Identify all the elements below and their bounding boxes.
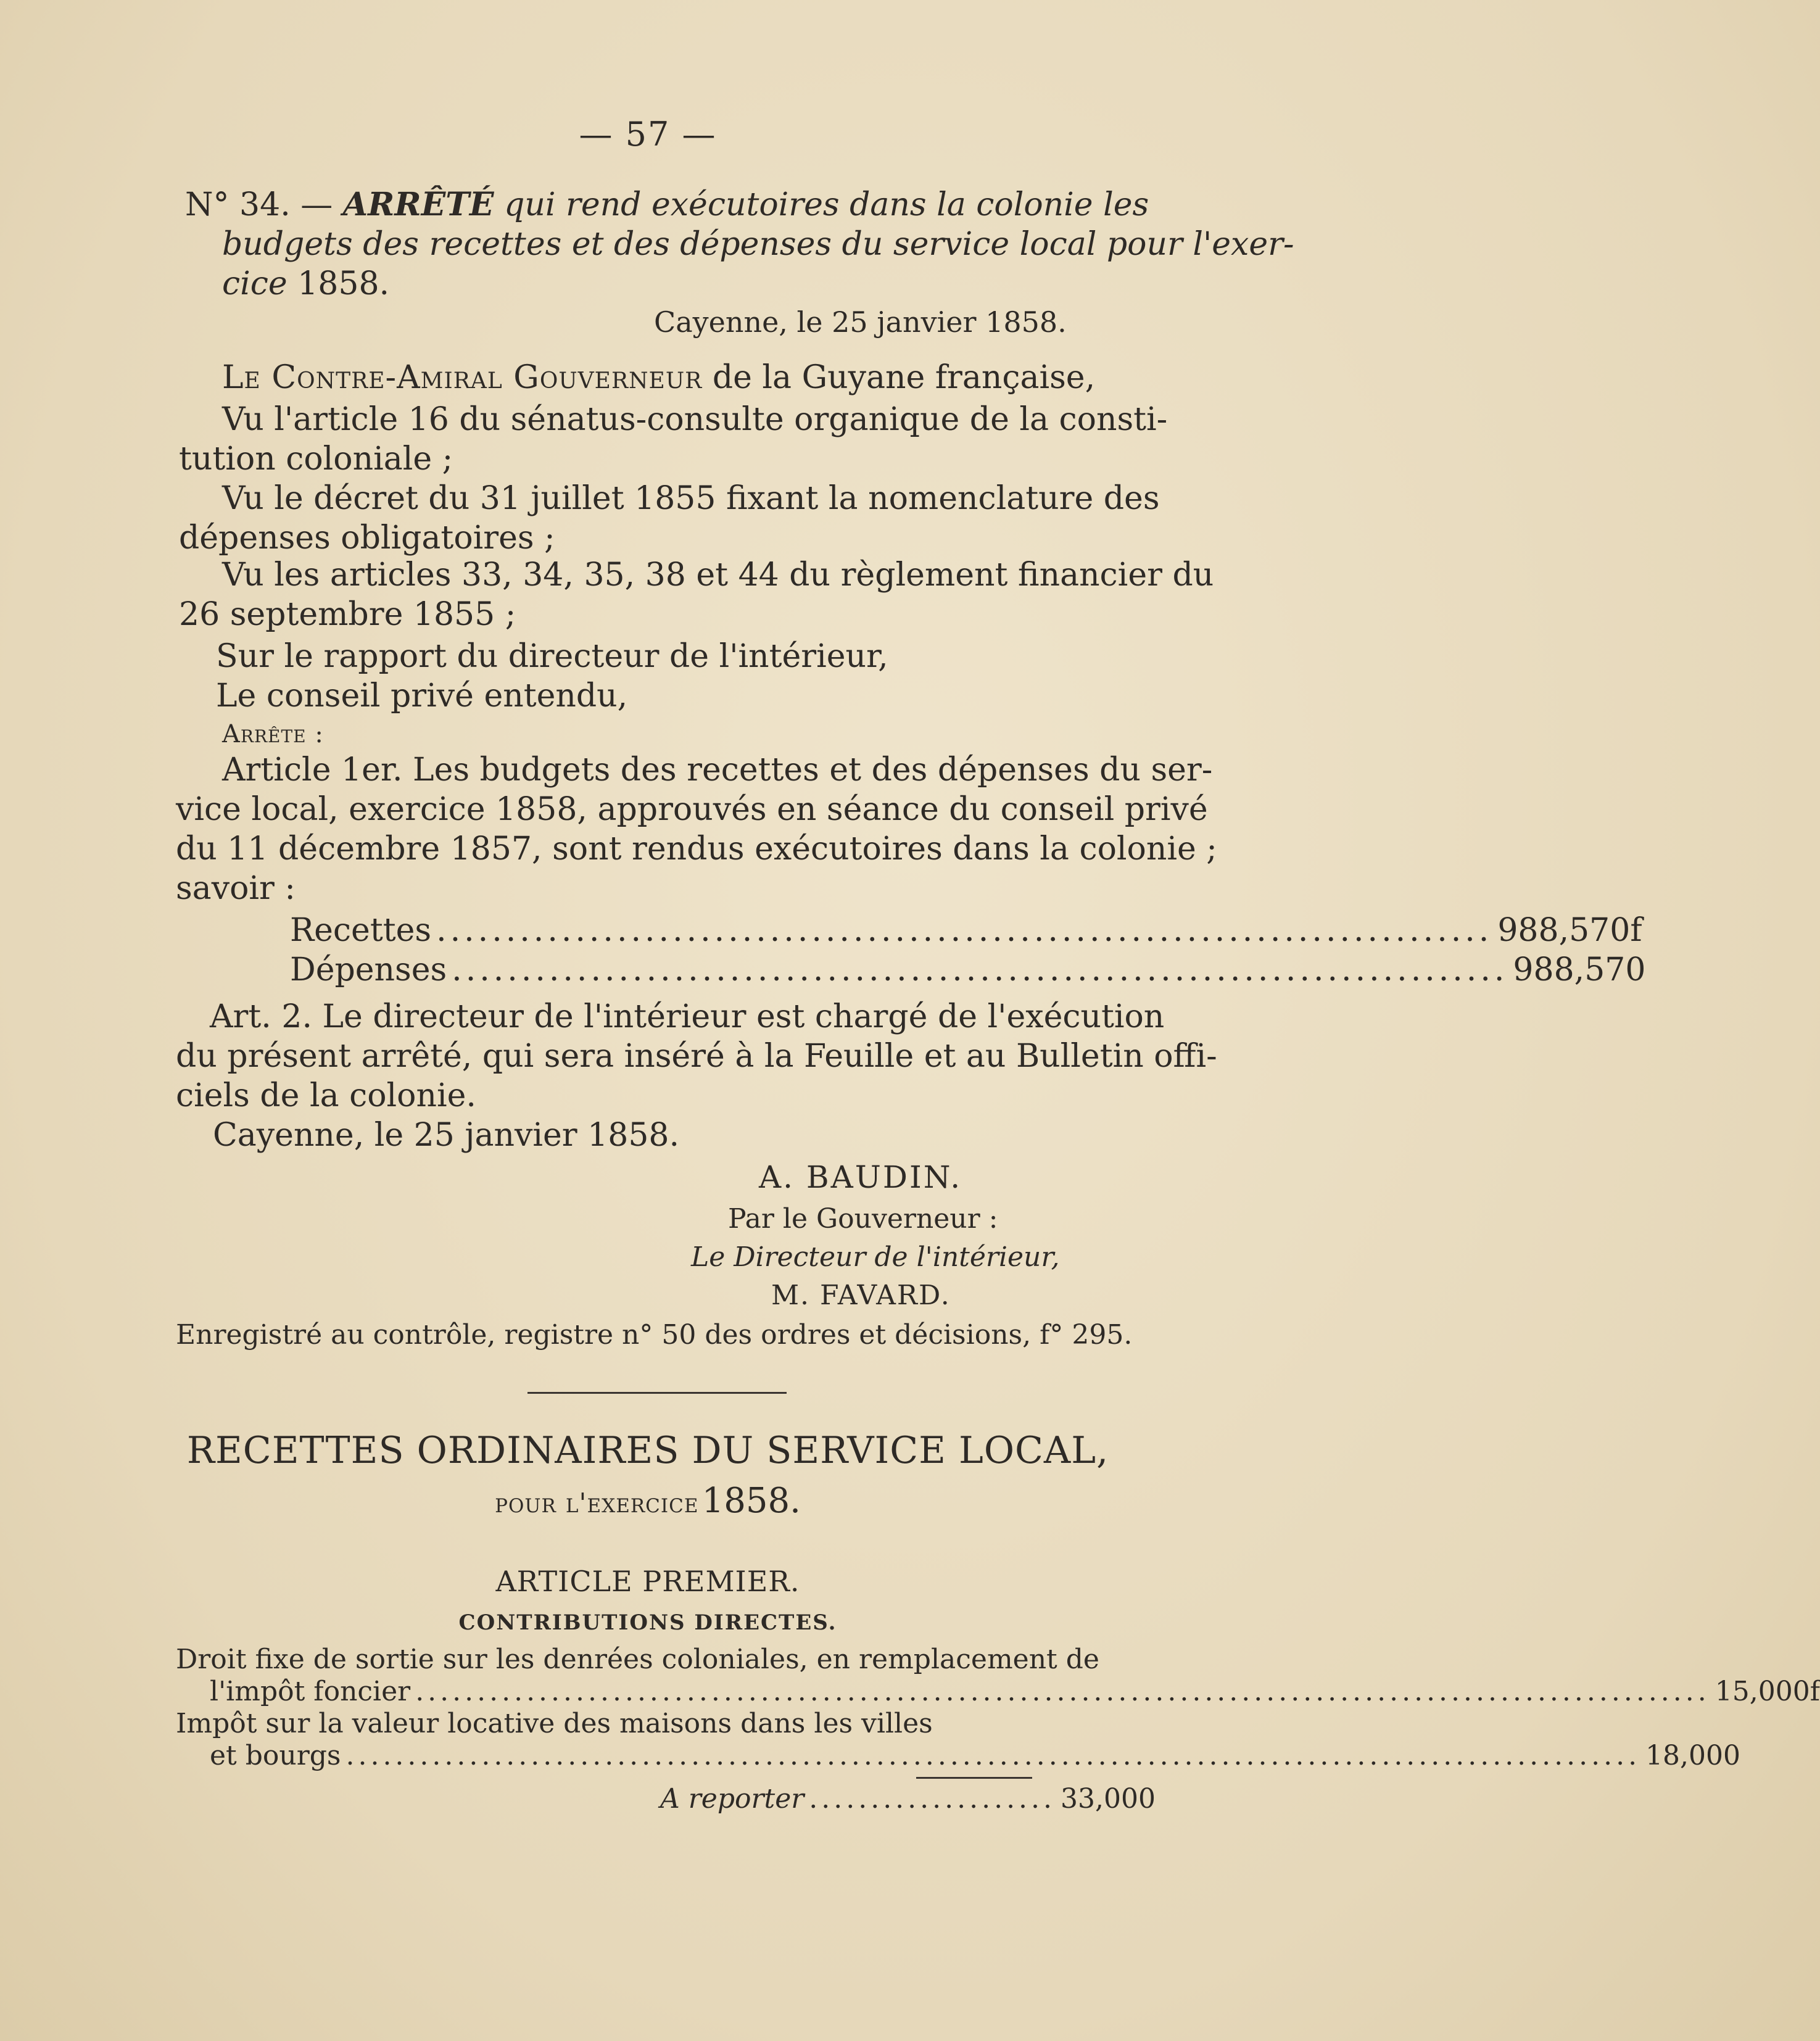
decree-place-date: Cayenne, le 25 janvier 1858. bbox=[654, 305, 1067, 339]
item-value: 15,000f bbox=[1715, 1676, 1820, 1707]
decree-heading-year: 1858. bbox=[297, 265, 390, 302]
consideration-1-line-1: Vu l'article 16 du sénatus-consulte organique de la consti- bbox=[222, 401, 1168, 438]
decree-heading-line-1 bbox=[185, 185, 1149, 225]
section-subtitle bbox=[0, 1481, 1296, 1521]
leader-dots: ......................................................................................................... bbox=[415, 1676, 1710, 1707]
registration-note: Enregistré au contrôle, registre n° 50 des ordres et décisions, f° 295. bbox=[176, 1319, 1133, 1351]
item-2-row bbox=[210, 1740, 1741, 1772]
item-label: l'impôt foncier bbox=[210, 1676, 411, 1707]
consideration-3-line-1: Vu les articles 33, 34, 35, 38 et 44 du règlement financier du bbox=[222, 557, 1214, 594]
consideration-5: Le conseil privé entendu, bbox=[216, 677, 628, 714]
section-divider bbox=[527, 1392, 787, 1394]
carry-value: 33,000 bbox=[1061, 1783, 1156, 1815]
budget-label: Recettes bbox=[290, 912, 432, 949]
section-title: RECETTES ORDINAIRES DU SERVICE LOCAL, bbox=[186, 1429, 1109, 1472]
leader-dots: .................... bbox=[809, 1783, 1056, 1815]
article-1-line-3: du 11 décembre 1857, sont rendus exécutoires dans la colonie ; bbox=[176, 830, 1217, 867]
decree-heading-rest: qui rend exécutoires dans la colonie les bbox=[504, 186, 1149, 223]
leader-dots: ......................................................................................................... bbox=[345, 1740, 1641, 1771]
decree-heading-cice: cice bbox=[222, 265, 287, 302]
consideration-2-line-1: Vu le décret du 31 juillet 1855 fixant la nomenclature des bbox=[222, 480, 1160, 517]
article-1-line-1: Article 1er. Les budgets des recettes et des dépenses du ser- bbox=[222, 751, 1213, 789]
preamble-rest: de la Guyane française, bbox=[712, 359, 1096, 396]
leader-dots: ............................................................................ bbox=[452, 951, 1508, 988]
carry-forward-row bbox=[660, 1783, 1156, 1815]
decree-heading-line-3 bbox=[222, 264, 389, 304]
category-heading: CONTRIBUTIONS DIRECTES. bbox=[458, 1610, 837, 1635]
budget-row-depenses bbox=[290, 950, 1646, 990]
article-1-line-2: vice local, exercice 1858, approuvés en séance du conseil privé bbox=[176, 791, 1208, 828]
item-1-line-1: Droit fixe de sortie sur les denrées coloniales, en remplacement de bbox=[176, 1644, 1099, 1675]
article-2-line-1: Art. 2. Le directeur de l'intérieur est chargé de l'exécution bbox=[210, 998, 1165, 1035]
budget-label: Dépenses bbox=[290, 951, 447, 988]
item-1-row bbox=[210, 1676, 1820, 1708]
budget-value: 988,570f bbox=[1497, 912, 1642, 949]
preamble bbox=[222, 358, 1095, 397]
by-governor: Par le Gouverneur : bbox=[728, 1203, 998, 1235]
leader-dots: ............................................................................ bbox=[436, 912, 1493, 949]
director-name: M. FAVARD. bbox=[771, 1280, 951, 1311]
decree-title: ARRÊTÉ bbox=[342, 186, 494, 223]
article-2-line-3: ciels de la colonie. bbox=[176, 1077, 476, 1114]
signatory: A. BAUDIN. bbox=[759, 1159, 962, 1195]
director-title: Le Directeur de l'intérieur, bbox=[691, 1241, 1060, 1273]
consideration-2-line-2: dépenses obligatoires ; bbox=[179, 520, 555, 557]
item-2-line-1: Impôt sur la valeur locative des maisons dans les villes bbox=[176, 1708, 933, 1739]
budget-row-recettes bbox=[290, 911, 1642, 950]
consideration-1-line-2: tution coloniale ; bbox=[179, 441, 453, 478]
article-heading: ARTICLE PREMIER. bbox=[495, 1565, 800, 1598]
preamble-authority: Le Contre-Amiral Gouverneur bbox=[222, 359, 703, 396]
consideration-4: Sur le rapport du directeur de l'intérieur, bbox=[216, 638, 888, 675]
arrete-label: Arrête : bbox=[222, 720, 324, 748]
item-value: 18,000 bbox=[1645, 1740, 1741, 1771]
page-number: — 57 — bbox=[579, 115, 717, 154]
carry-label: A reporter bbox=[660, 1783, 805, 1815]
item-label: et bourgs bbox=[210, 1740, 341, 1771]
closing-date: Cayenne, le 25 janvier 1858. bbox=[213, 1117, 680, 1154]
decree-heading-line-2: budgets des recettes et des dépenses du service local pour l'exer- bbox=[222, 226, 1294, 263]
sum-rule bbox=[916, 1777, 1032, 1779]
article-1-line-4: savoir : bbox=[176, 870, 296, 907]
decree-number: N° 34. — bbox=[185, 186, 333, 223]
consideration-3-line-2: 26 septembre 1855 ; bbox=[179, 596, 516, 633]
budget-value: 988,570 bbox=[1513, 951, 1646, 988]
article-2-line-2: du présent arrêté, qui sera inséré à la Feuille et au Bulletin offi- bbox=[176, 1038, 1217, 1075]
section-subtitle-year: 1858. bbox=[701, 1481, 801, 1521]
section-subtitle-text: pour l'exercice bbox=[495, 1488, 699, 1519]
